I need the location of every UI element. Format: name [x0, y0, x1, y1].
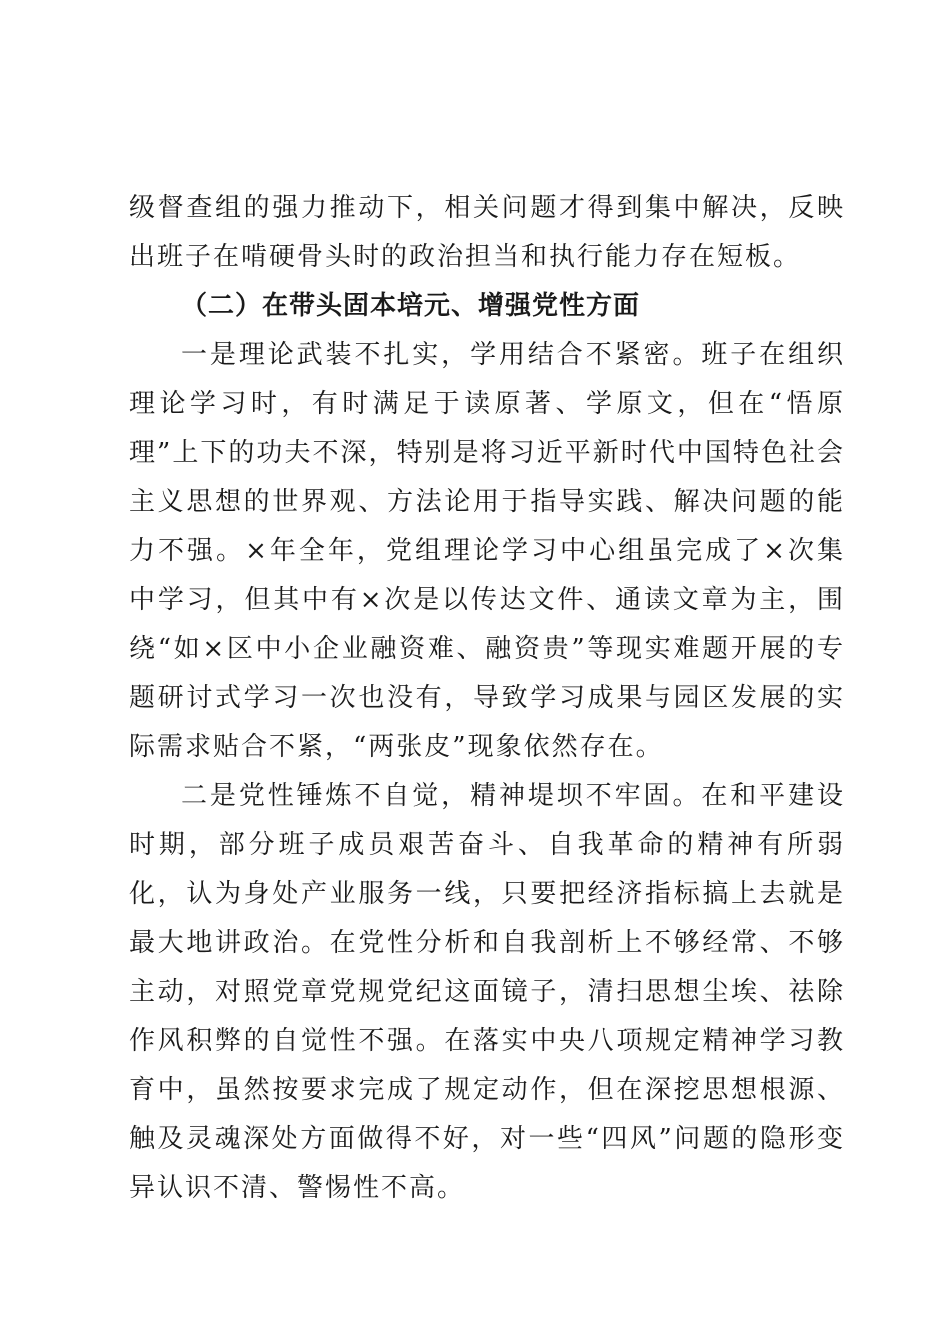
section-heading: （二）在带头固本培元、增强党性方面: [181, 291, 641, 321]
document-body: [129, 184, 845, 1213]
paragraph-continued: 级督查组的强力推动下，相关问题才得到集中解决，反映出班子在啃硬骨头时的政治担当和执行能力存在短板。: [129, 193, 845, 272]
paragraph-point-two: 二是党性锤炼不自觉，精神堤坝不牢固。在和平建设时期，部分班子成员艰苦奋斗、自我革命的精神有所弱化，认为身处产业服务一线，只要把经济指标搞上去就是最大地讲政治。在党性分析和自我剖析上不够经常、不够主动，对照党章党规党纪这面镜子，清扫思想尘埃、祛除作风积弊的自觉性不强。在落实中央八项规定精神学习教育中，虽然按要求完成了规定动作，但在深挖思想根源、触及灵魂深处方面做得不好，对一些“四风”问题的隐形变异认识不清、警惕性不高。: [129, 781, 845, 1203]
paragraph-point-one: 一是理论武装不扎实，学用结合不紧密。班子在组织理论学习时，有时满足于读原著、学原文，但在“悟原理”上下的功夫不深，特别是将习近平新时代中国特色社会主义思想的世界观、方法论用于指导实践、解决问题的能力不强。×年全年，党组理论学习中心组虽完成了×次集中学习，但其中有×次是以传达文件、通读文章为主，围绕“如×区中小企业融资难、融资贵”等现实难题开展的专题研讨式学习一次也没有，导致学习成果与园区发展的实际需求贴合不紧，“两张皮”现象依然存在。: [129, 340, 845, 762]
